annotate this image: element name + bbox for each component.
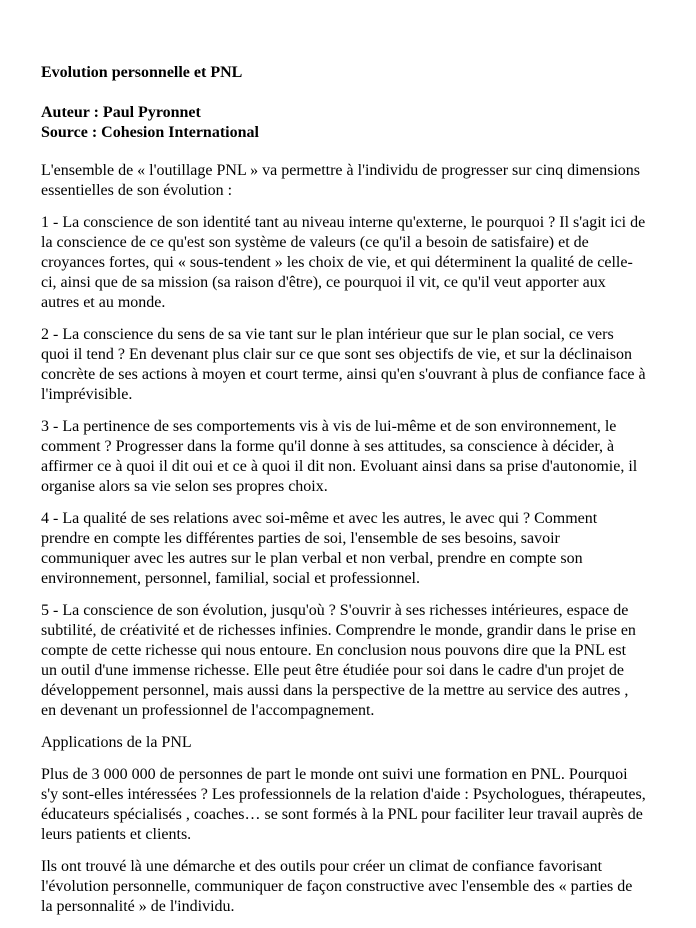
applications-intro-paragraph	[41, 765, 675, 845]
text-line: 1 - La conscience de son identité tant au niveau interne qu'externe, le pourquoi ? Il s'agit ici de	[41, 214, 646, 231]
text-line: concrète de ses actions à moyen et court terme, ainsi qu'en s'ouvrant à plus de confiance face à	[41, 366, 646, 383]
text-line: Ils ont trouvé là une démarche et des outils pour créer un climat de confiance favorisant	[41, 858, 603, 875]
text-line: s'y sont-elles intéressées ? Les professionnels de la relation d'aide : Psychologues, thérapeutes,	[41, 786, 646, 803]
text-line: L'ensemble de « l'outillage PNL » va permettre à l'individu de progresser sur cinq dimensions	[41, 162, 641, 179]
text-line: un outil d'une immense richesse. Elle peut être étudiée pour soi dans le cadre d'un projet de	[41, 662, 624, 679]
text-line: quoi il tend ? En devenant plus clair sur ce que sont ses objectifs de vie, et sur la déclinaison	[41, 346, 632, 363]
text-line: leurs patients et clients.	[41, 826, 192, 843]
document-body	[41, 63, 675, 917]
text-line: l'imprévisible.	[41, 386, 133, 403]
text-line: 4 - La qualité de ses relations avec soi-même et avec les autres, le avec qui ? Comment	[41, 510, 598, 527]
text-line	[41, 83, 675, 103]
dimension-3-paragraph	[41, 417, 675, 497]
text-line: 2 - La conscience du sens de sa vie tant sur le plan intérieur que sur le plan social, ce vers	[41, 326, 614, 343]
text-line: Plus de 3 000 000 de personnes de part le monde ont suivi une formation en PNL. Pourquoi	[41, 766, 628, 783]
document-header	[41, 63, 675, 143]
text-line: la personnalité » de l'individu.	[41, 898, 235, 915]
text-line: prendre en compte les différentes parties de soi, l'ensemble de ses besoins, savoir	[41, 530, 560, 547]
text-line: affirmer ce à quoi il dit oui et ce à quoi il dit non. Evoluant ainsi dans sa prise d'autonomie, il	[41, 458, 638, 475]
text-line: ci, ainsi que de sa mission (sa raison d'être), ce pourquoi il vit, ce qu'il veut apporter aux	[41, 274, 606, 291]
text-line: subtilité, de créativité et de richesses infinies. Comprendre le monde, grandir dans le prise en	[41, 622, 636, 639]
text-line: compte de cette richesse qui nous entoure. En conclusion nous pouvons dire que la PNL est	[41, 642, 627, 659]
text-line: la conscience de ce qu'est son système de valeurs (ce qu'il a besoin de satisfaire) et de	[41, 234, 589, 251]
dimension-5-paragraph	[41, 601, 675, 721]
text-line: croyances fortes, qui « sous-tendent » les choix de vie, et qui déterminent la qualité de celle-	[41, 254, 633, 271]
text-line: Applications de la PNL	[41, 734, 192, 751]
text-line: Source : Cohesion International	[41, 124, 259, 141]
text-line: 3 - La pertinence de ses comportements vis à vis de lui-même et de son environnement, le	[41, 418, 617, 435]
intro-paragraph	[41, 161, 675, 201]
text-line: communiquer avec les autres sur le plan verbal et non verbal, prendre en compte son	[41, 550, 583, 567]
dimension-2-paragraph	[41, 325, 675, 405]
text-line: Auteur : Paul Pyronnet	[41, 104, 201, 121]
text-line: organise alors sa vie selon ses propres choix.	[41, 478, 328, 495]
text-line: environnement, personnel, familial, social et professionnel.	[41, 570, 420, 587]
text-line: essentielles de son évolution :	[41, 182, 233, 199]
dimension-4-paragraph	[41, 509, 675, 589]
text-line: comment ? Progresser dans la forme qu'il donne à ses attitudes, sa conscience à décider, à	[41, 438, 615, 455]
text-line: éducateurs spécialisés , coaches… se sont formés à la PNL pour faciliter leur travail auprès de	[41, 806, 643, 823]
text-line: en devenant un professionnel de l'accompagnement.	[41, 702, 375, 719]
text-line: 5 - La conscience de son évolution, jusqu'où ? S'ouvrir à ses richesses intérieures, espace de	[41, 602, 629, 619]
text-line: développement personnel, mais aussi dans la perspective de la mettre au service des autres ,	[41, 682, 629, 699]
applications-benefits-paragraph	[41, 857, 675, 917]
dimension-1-paragraph	[41, 213, 675, 313]
applications-heading	[41, 733, 675, 753]
text-line: l'évolution personnelle, communiquer de façon constructive avec l'ensemble des « parties de	[41, 878, 633, 895]
text-line: Evolution personnelle et PNL	[41, 64, 243, 81]
text-line: autres et au monde.	[41, 294, 166, 311]
